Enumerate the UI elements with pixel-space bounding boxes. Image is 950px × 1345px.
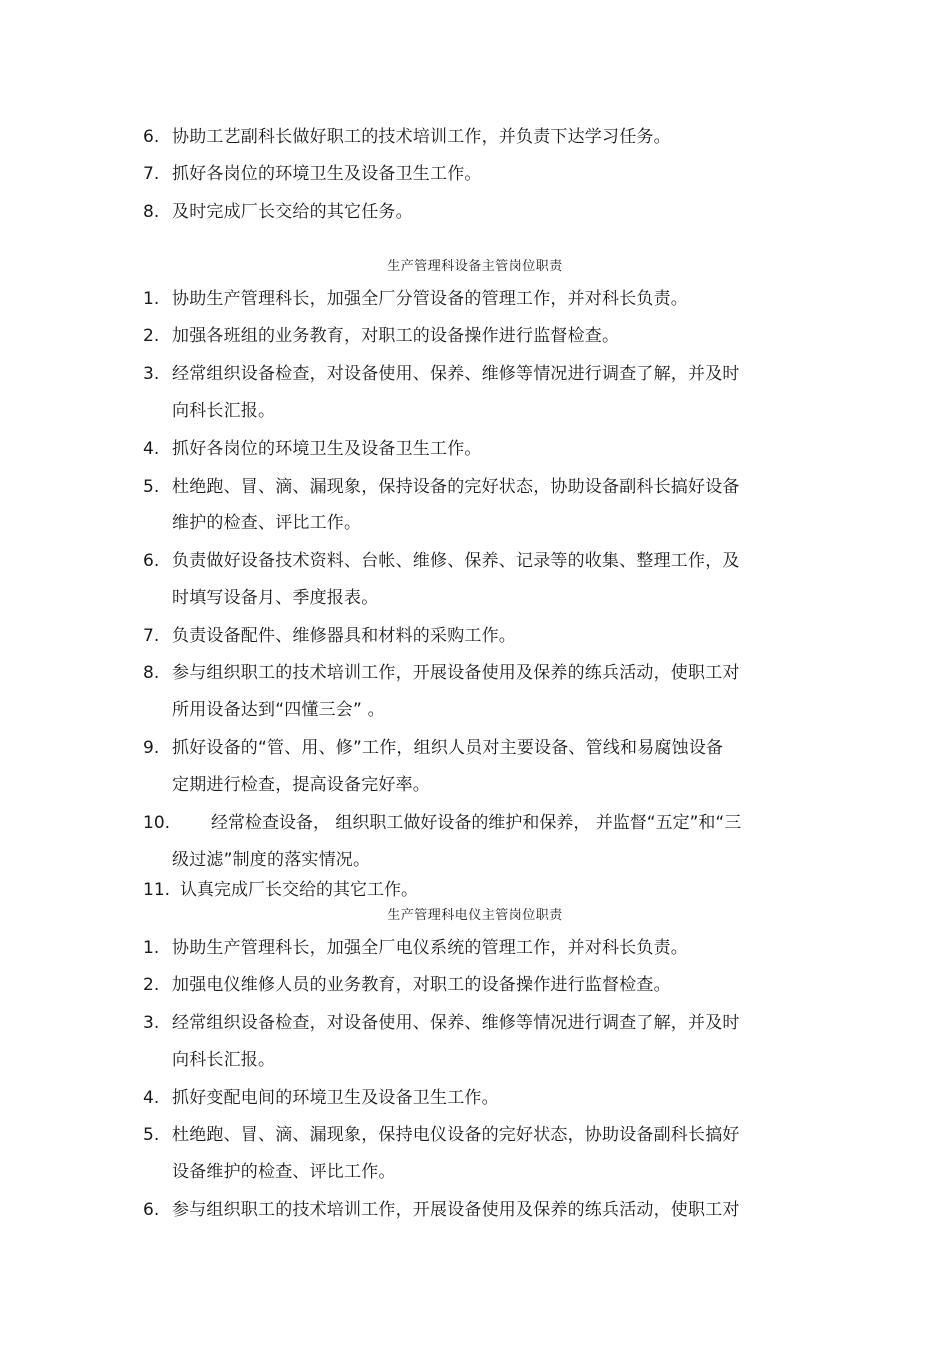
item-number: 6.: [143, 127, 160, 147]
item-number: 2.: [143, 975, 160, 995]
item-text: 抓好变配电间的环境卫生及设备卫生工作。: [172, 1088, 499, 1108]
item-text-continuation: 时填写设备月、季度报表。: [172, 588, 379, 608]
item-number: 7.: [143, 626, 160, 646]
item-number: 4.: [143, 439, 160, 459]
item-text: 协助工艺副科长做好职工的技术培训工作，并负责下达学习任务。: [172, 127, 671, 147]
item-number: 6.: [143, 1200, 160, 1220]
item-text: 及时完成厂长交给的其它任务。: [172, 202, 413, 222]
item-number: 6.: [143, 551, 160, 571]
item-number: 8.: [143, 663, 160, 683]
item-text-continuation: 向科长汇报。: [172, 1050, 276, 1070]
item-text-continuation: 所用设备达到“四懂三会” 。: [172, 700, 385, 720]
item-text-continuation: 级过滤”制度的落实情况。: [172, 850, 371, 870]
item-text-continuation: 向科长汇报。: [172, 401, 276, 421]
item-text: 抓好各岗位的环境卫生及设备卫生工作。: [172, 164, 482, 184]
item-text: 杜绝跑、冒、滴、漏现象，保持电仪设备的完好状态，协助设备副科长搞好: [172, 1125, 740, 1145]
item-number: 9.: [143, 738, 160, 758]
item-text-continuation: 维护的检查、评比工作。: [172, 513, 362, 533]
section-title: 生产管理科设备主管岗位职责: [387, 259, 563, 274]
item-number: 1.: [143, 289, 160, 309]
item-number: 5.: [143, 1125, 160, 1145]
section-title: 生产管理科电仪主管岗位职责: [387, 908, 563, 923]
item-number: 2.: [143, 326, 160, 346]
item-text-continuation: 定期进行检查，提高设备完好率。: [172, 775, 430, 795]
item-text: 协助生产管理科长，加强全厂分管设备的管理工作，并对科长负责。: [172, 289, 688, 309]
item-number: 8.: [143, 202, 160, 222]
item-text: 参与组织职工的技术培训工作，开展设备使用及保养的练兵活动，使职工对: [172, 663, 740, 683]
item-text: 协助生产管理科长，加强全厂电仪系统的管理工作，并对科长负责。: [172, 938, 688, 958]
item-text: 负责设备配件、维修器具和材料的采购工作。: [172, 626, 516, 646]
item-number: 11.: [143, 880, 171, 900]
item-number: 4.: [143, 1088, 160, 1108]
item-text: 抓好各岗位的环境卫生及设备卫生工作。: [172, 439, 482, 459]
item-number: 10.: [143, 813, 171, 833]
item-text: 认真完成厂长交给的其它工作。: [180, 880, 418, 900]
item-number: 5.: [143, 477, 160, 497]
item-text: 参与组织职工的技术培训工作，开展设备使用及保养的练兵活动，使职工对: [172, 1200, 740, 1220]
item-text: 经常组织设备检查，对设备使用、保养、维修等情况进行调查了解，并及时: [172, 364, 740, 384]
item-text: 经常检查设备， 组织职工做好设备的维护和保养， 并监督“五定”和“三: [211, 813, 742, 833]
item-text: 经常组织设备检查，对设备使用、保养、维修等情况进行调查了解，并及时: [172, 1013, 740, 1033]
item-text-continuation: 设备维护的检查、评比工作。: [172, 1162, 396, 1182]
item-text: 抓好设备的“管、用、修”工作，组织人员对主要设备、管线和易腐蚀设备: [172, 738, 724, 758]
item-number: 7.: [143, 164, 160, 184]
item-number: 3.: [143, 1013, 160, 1033]
item-text: 加强各班组的业务教育，对职工的设备操作进行监督检查。: [172, 326, 620, 346]
item-number: 1.: [143, 938, 160, 958]
item-number: 3.: [143, 364, 160, 384]
item-text: 负责做好设备技术资料、台帐、维修、保养、记录等的收集、整理工作，及: [172, 551, 740, 571]
item-text: 加强电仪维修人员的业务教育，对职工的设备操作进行监督检查。: [172, 975, 671, 995]
item-text: 杜绝跑、冒、滴、漏现象，保持设备的完好状态，协助设备副科长搞好设备: [172, 477, 740, 497]
